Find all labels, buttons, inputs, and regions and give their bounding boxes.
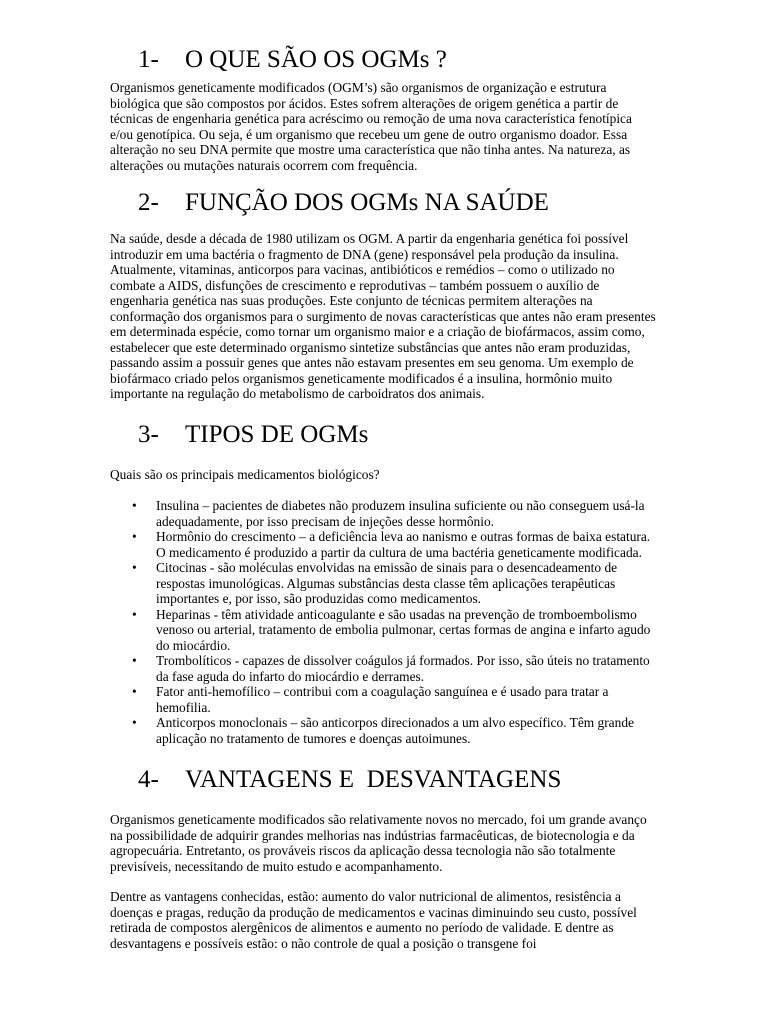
section-title: O QUE SÃO OS OGMs ? [185,46,447,73]
bullet-icon: • [132,498,137,513]
section-paragraph: Organismos geneticamente modificados (OGM’s) são organismos de organização e estrutura biológica que são compostos por ácidos. Estes sofrem alterações de origem genética a partir de técnicas de engenharia genética para acréscimo ou remoção de uma nova característica fenotípica e/ou genotípica. Ou seja, é um organismo que recebeu um gene de outro organismo doador. Essa alteração no seu DNA permite que mostre uma característica que não tinha antes. Na natureza, as alterações ou mutações naturais ocorrem com frequência. [110,80,632,173]
section-heading-2 [110,183,658,223]
list-item [132,653,658,684]
section-number: 1- [138,46,159,73]
list-item-text: Insulina – pacientes de diabetes não produzem insulina suficiente ou não conseguem usá-la adequadamente, por isso precisam de injeções desse hormônio. [156,498,645,529]
list-item-text: Fator anti-hemofílico – contribui com a coagulação sanguínea e é usado para tratar a hemofilia. [156,684,609,715]
bullet-icon: • [132,529,137,544]
section-title: TIPOS DE OGMs [185,420,369,448]
section-number: 2- [138,189,159,216]
section-title: FUNÇÃO DOS OGMs NA SAÚDE [185,189,549,216]
section-question: Quais são os principais medicamentos biológicos? [110,466,380,482]
bullet-icon: • [132,684,137,699]
list-item-text: Hormônio do crescimento – a deficiência leva ao nanismo e outras formas de baixa estatura. O medicamento é produzido a partir da cultura de uma bactéria geneticamente modificada. [156,529,651,560]
list-item [132,560,658,607]
section-heading-3 [110,415,658,455]
list-item-text: Trombolíticos - capazes de dissolver coágulos já formados. Por isso, são úteis no tratamento da fase aguda do infarto do miocárdio e derrames. [156,653,650,684]
list-item-text: Heparinas - têm atividade anticoagulante e são usadas na prevenção de tromboembolismo venoso ou arterial, tratamento de embolia pulmonar, certas formas de angina e infarto agudo do miocárdio. [156,606,651,653]
list-item-text: Anticorpos monoclonais – são anticorpos direcionados a um alvo específico. Têm grande aplicação no tratamento de tumores e doenças autoimunes. [156,715,634,746]
section-number: 3- [138,420,159,448]
list-item [132,715,658,746]
section-number: 4- [138,766,159,793]
section-paragraph: Dentre as vantagens conhecidas, estão: aumento do valor nutricional de alimentos, resistência a doenças e pragas, redução da produção de medicamentos e vacinas diminuindo seu custo, possível retirada de compostos alergênicos de alimentos e aumento no período de validade. E dentre as desvantagens e possíveis estão: o não controle de qual a posição o transgene foi [110,889,637,951]
bullet-icon: • [132,606,137,622]
section-heading-4 [110,760,658,800]
bullet-icon: • [132,653,137,668]
section-paragraph: Na saúde, desde a década de 1980 utilizam os OGM. A partir da engenharia genética foi possível introduzir em uma bactéria o fragmento de DNA (gene) responsável pela produção da insulina. Atualmente, vitaminas, anticorpos para vacinas, antibióticos e remédios – como o utilizado no combate a AIDS, disfunções de crescimento e reprodutivas – também possuem o auxílio de engenharia genética nas suas produções. Este conjunto de técnicas permitem alterações na conformação dos organismos para o surgimento de novas características que antes não eram presentes em determinada espécie, como tornar um organismo maior e a criação de biofármacos, assim como, estabelecer que este determinado organismo sintetize substâncias que antes não eram produzidas, passando assim a possuir genes que antes não estavam presentes em seu genoma. Um exemplo de biofármaco criado pelos organismos geneticamente modificados é a insulina, hormônio muito importante na regulação do metabolismo de carboidratos dos animais. [110,231,656,401]
list-item [132,498,658,529]
list-item-text: Citocinas - são moléculas envolvidas na emissão de sinais para o desencadeamento de respostas imunológicas. Algumas substâncias desta classe têm aplicações terapêuticas importantes e, por isso, são produzidas como medicamentos. [156,560,618,606]
section-paragraph: Organismos geneticamente modificados são relativamente novos no mercado, foi um grande avanço na possibilidade de adquirir grandes melhorias nas indústrias farmacêuticas, de biotecnologia e da agropecuária. Entretanto, os prováveis riscos da aplicação dessa tecnologia não são totalmente previsíveis, necessitando de muito estudo e acompanhamento. [110,812,647,874]
bullet-icon: • [132,560,137,575]
section-title: VANTAGENS E DESVANTAGENS [185,766,562,793]
medication-list [110,498,658,746]
document-body [110,40,658,951]
bullet-icon: • [132,715,137,730]
list-item [132,529,658,560]
section-heading-1 [110,40,658,80]
list-item [132,684,658,715]
list-item [132,606,658,654]
